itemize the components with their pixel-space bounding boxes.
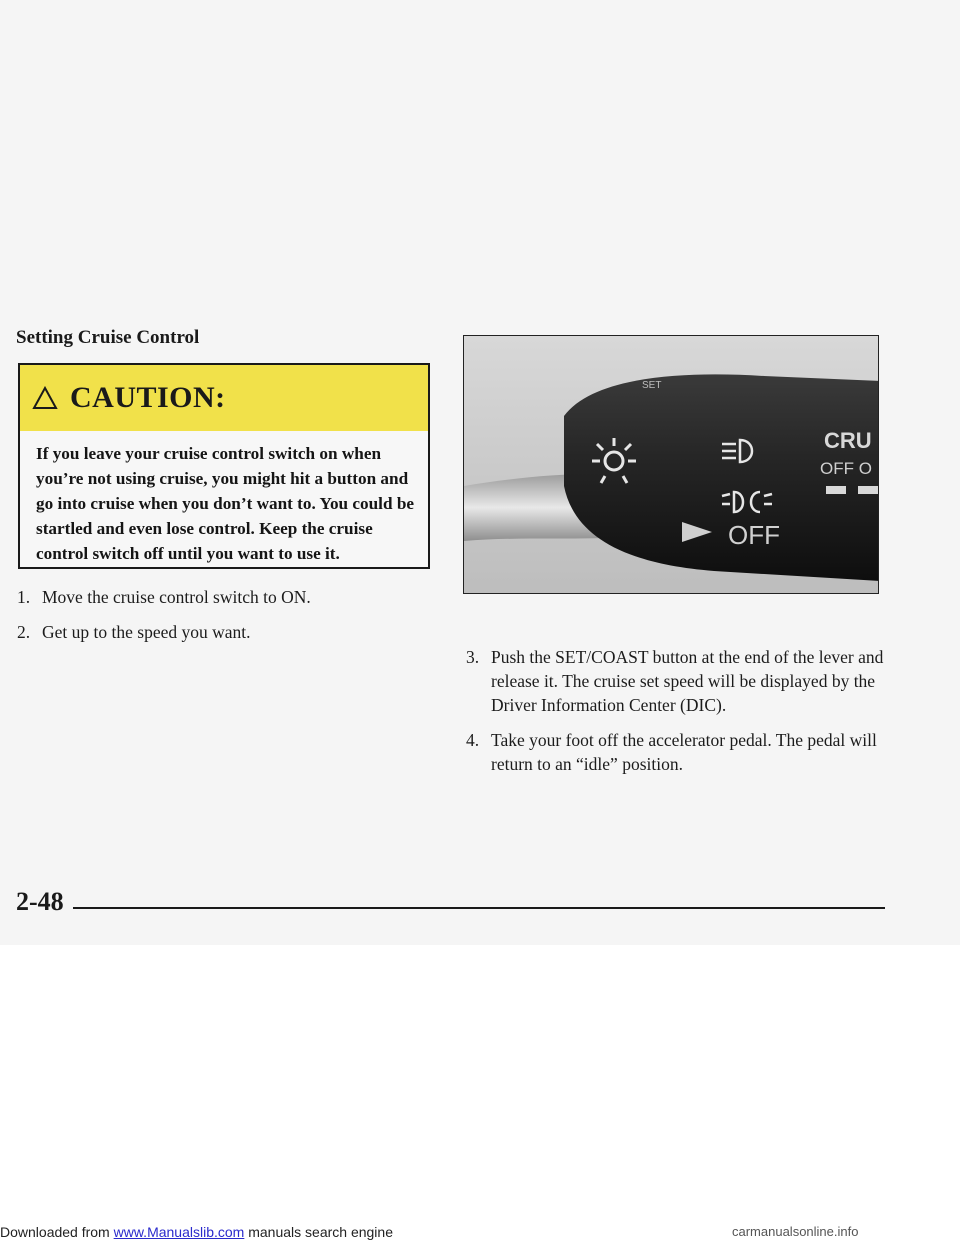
- cruise-lever-photo: [463, 335, 879, 594]
- step-item: [17, 620, 427, 644]
- warning-triangle-icon: [32, 386, 58, 410]
- section-title: Setting Cruise Control: [16, 327, 200, 348]
- step-text: Take your foot off the accelerator pedal. The pedal will return to an “idle” position.: [491, 730, 877, 774]
- lever-set-label: SET: [642, 380, 662, 391]
- steps-list-left: [17, 585, 427, 655]
- watermark-text: carmanualsonline.info: [732, 1224, 859, 1239]
- step-text: Move the cruise control switch to ON.: [42, 587, 311, 607]
- lever-switch-indicator: [858, 486, 878, 494]
- download-suffix: manuals search engine: [248, 1224, 393, 1240]
- download-prefix: Downloaded from: [0, 1224, 110, 1240]
- caution-box: [18, 363, 430, 569]
- lever-off-label: OFF: [728, 520, 780, 550]
- download-footer: [0, 1224, 393, 1240]
- step-number: 4.: [466, 730, 480, 750]
- caution-header: [20, 365, 428, 431]
- steps-list-right: [466, 645, 886, 787]
- lever-cru-label: CRU: [824, 428, 872, 453]
- footer-rule: [73, 907, 885, 909]
- lever-switch-indicator: [826, 486, 846, 494]
- step-number: 1.: [17, 587, 31, 607]
- step-item: [466, 645, 886, 717]
- step-number: 2.: [17, 622, 31, 642]
- step-text: Get up to the speed you want.: [42, 622, 251, 642]
- page-number: 2-48: [16, 887, 64, 916]
- step-item: [466, 728, 886, 776]
- lever-illustration: [464, 336, 879, 594]
- caution-text: If you leave your cruise control switch on when you’re not using cruise, you might hit a button and go into cruise when you don’t want to. You could be startled and even lose control. Keep the cruise control switch off until you want to use it.: [36, 444, 415, 563]
- step-text: Push the SET/COAST button at the end of the lever and release it. The cruise set speed will be displayed by the Driver Information Center (DIC).: [491, 647, 884, 715]
- step-number: 3.: [466, 647, 480, 667]
- manualslib-link[interactable]: www.Manualslib.com: [113, 1224, 245, 1240]
- step-item: [17, 585, 427, 609]
- lever-off-on-label: OFF O: [820, 459, 872, 478]
- caution-label: CAUTION:: [70, 381, 226, 414]
